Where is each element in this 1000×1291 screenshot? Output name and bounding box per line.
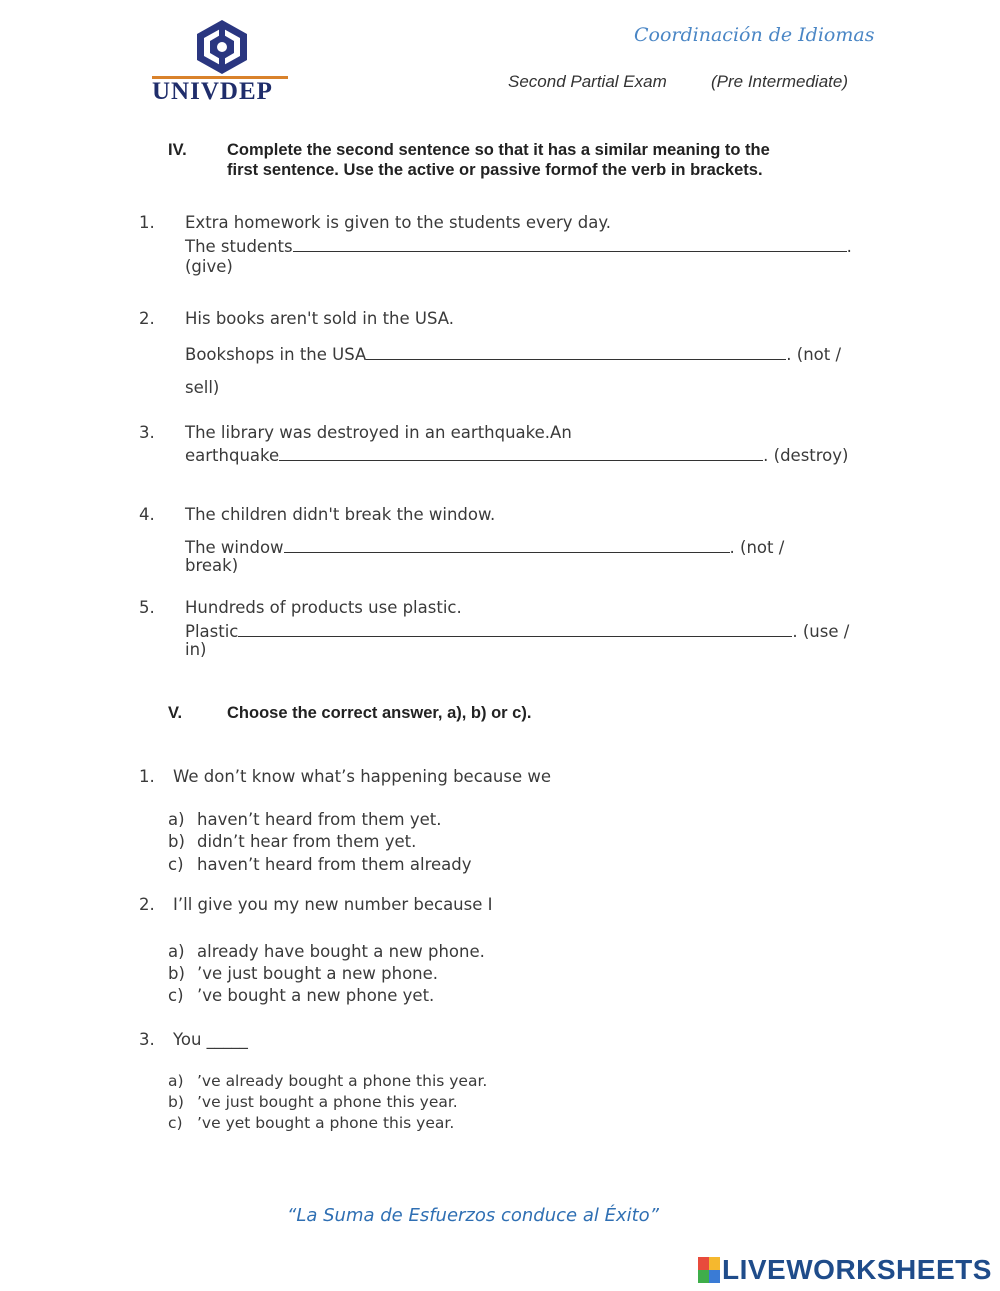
item-prompt: Bookshops in the USA [185,345,367,364]
item-answer-row [185,535,784,558]
univdep-logo [150,18,290,106]
answer-blank[interactable] [279,443,763,461]
liveworksheets-badge-icon [698,1257,720,1283]
option-text[interactable]: ’ve yet bought a phone this year. [197,1114,455,1132]
question-text: We don’t know what’s happening because we [173,767,551,786]
option-text[interactable]: ’ve just bought a new phone. [197,964,439,983]
section-iv-instruction-1: Complete the second sentence so that it has a similar meaning to the [227,141,770,159]
item-prompt: Plastic [185,622,239,641]
item-end: . (not / [729,538,785,557]
item-answer-row [185,234,852,257]
option-text[interactable]: ’ve bought a new phone yet. [197,986,435,1005]
question-number: 1. [139,767,155,786]
question-text: I’ll give you my new number because I [173,895,493,914]
option-letter: c) [168,855,184,874]
section-v-instruction: Choose the correct answer, a), b) or c). [227,704,532,722]
section-iv-instruction-2: first sentence. Use the active or passive formof the verb in brackets. [227,161,763,179]
section-iv-numeral: IV. [168,141,187,159]
item-sentence: The children didn't break the window. [185,505,496,524]
item-hint: sell) [185,378,220,397]
option-text[interactable]: haven’t heard from them yet. [197,810,442,829]
question-text: You _____ [173,1030,248,1049]
item-hint: (give) [185,257,233,276]
answer-blank[interactable] [238,619,792,637]
item-prompt: The window [185,538,284,557]
section-v-numeral: V. [168,704,183,722]
exam-level: (Pre Intermediate) [711,72,848,91]
option-letter: c) [168,986,184,1005]
item-answer-row [185,443,848,466]
item-end: . (not / [786,345,842,364]
item-sentence: The library was destroyed in an earthquake.An [185,423,572,442]
logo-wordmark: UNIVDEP [152,78,273,105]
item-number: 4. [139,505,155,524]
option-letter: a) [168,1072,184,1090]
option-letter: a) [168,942,185,961]
item-end: . (destroy) [763,446,849,465]
exam-title: Second Partial Exam [508,72,667,91]
option-letter: c) [168,1114,183,1132]
option-text[interactable]: haven’t heard from them already [197,855,472,874]
item-prompt: The students [185,237,293,256]
item-hint: break) [185,556,239,575]
footer-motto: “La Suma de Esfuerzos conduce al Éxito” [287,1205,659,1226]
item-sentence: His books aren't sold in the USA. [185,309,454,328]
item-number: 3. [139,423,155,442]
option-letter: b) [168,1093,184,1111]
liveworksheets-watermark [698,1254,994,1286]
item-answer-row [185,619,849,642]
answer-blank[interactable] [366,342,786,360]
univdep-emblem-icon [192,18,252,76]
item-hint: in) [185,640,207,659]
option-letter: b) [168,964,185,983]
question-number: 3. [139,1030,155,1049]
item-number: 2. [139,309,155,328]
item-number: 1. [139,213,155,232]
item-number: 5. [139,598,155,617]
answer-blank[interactable] [293,234,847,252]
question-number: 2. [139,895,155,914]
option-text[interactable]: ’ve just bought a phone this year. [197,1093,458,1111]
option-letter: b) [168,832,185,851]
item-end: . (use / [792,622,850,641]
coordination-title: Coordinación de Idiomas [634,24,875,46]
option-text[interactable]: ’ve already bought a phone this year. [197,1072,488,1090]
liveworksheets-wordmark: LIVEWORKSHEETS [722,1254,992,1285]
item-sentence: Extra homework is given to the students every day. [185,213,612,232]
option-text[interactable]: didn’t hear from them yet. [197,832,417,851]
item-prompt: earthquake [185,446,280,465]
answer-blank[interactable] [284,535,730,553]
item-answer-row [185,342,841,365]
item-sentence: Hundreds of products use plastic. [185,598,462,617]
item-end: . [846,237,852,256]
option-text[interactable]: already have bought a new phone. [197,942,485,961]
option-letter: a) [168,810,185,829]
